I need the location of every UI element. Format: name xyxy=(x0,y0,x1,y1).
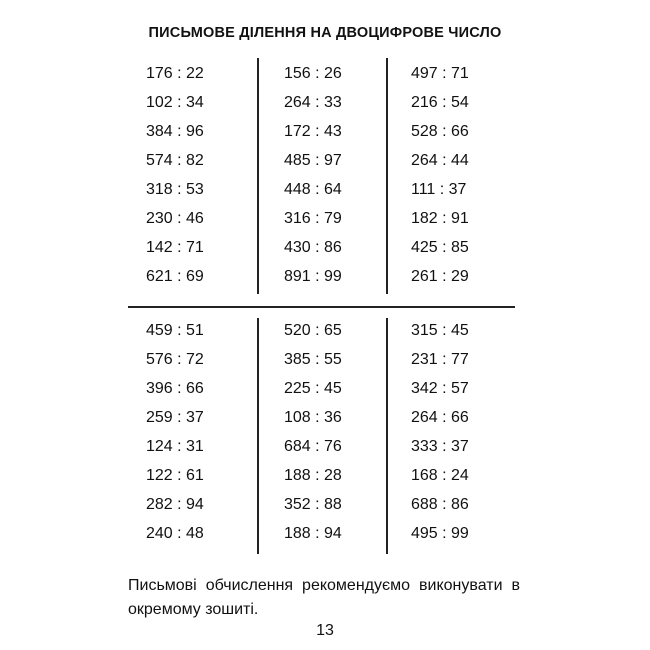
exercise-item: 459 : 51 xyxy=(146,322,204,339)
exercise-item: 225 : 45 xyxy=(284,380,342,397)
exercise-item: 495 : 99 xyxy=(411,525,469,542)
exercise-item: 240 : 48 xyxy=(146,525,204,542)
exercise-item: 384 : 96 xyxy=(146,123,204,140)
exercise-item: 264 : 66 xyxy=(411,409,469,426)
exercise-item: 520 : 65 xyxy=(284,322,342,339)
exercise-item: 264 : 33 xyxy=(284,94,342,111)
exercise-item: 315 : 45 xyxy=(411,322,469,339)
bottom-column-2 xyxy=(284,316,414,548)
exercise-item: 188 : 28 xyxy=(284,467,342,484)
exercise-item: 261 : 29 xyxy=(411,268,469,285)
exercise-item: 108 : 36 xyxy=(284,409,342,426)
divider-horizontal xyxy=(128,306,515,308)
exercise-item: 142 : 71 xyxy=(146,239,204,256)
top-column-3 xyxy=(411,59,541,291)
exercise-item: 316 : 79 xyxy=(284,210,342,227)
exercise-item: 333 : 37 xyxy=(411,438,469,455)
exercise-item: 342 : 57 xyxy=(411,380,469,397)
bottom-column-3 xyxy=(411,316,541,548)
exercise-item: 425 : 85 xyxy=(411,239,469,256)
exercise-item: 574 : 82 xyxy=(146,152,204,169)
exercise-item: 684 : 76 xyxy=(284,438,342,455)
exercise-item: 621 : 69 xyxy=(146,268,204,285)
exercise-item: 172 : 43 xyxy=(284,123,342,140)
exercise-item: 264 : 44 xyxy=(411,152,469,169)
exercise-item: 448 : 64 xyxy=(284,181,342,198)
exercise-item: 102 : 34 xyxy=(146,94,204,111)
exercise-item: 216 : 54 xyxy=(411,94,469,111)
exercise-item: 156 : 26 xyxy=(284,65,342,82)
exercise-item: 182 : 91 xyxy=(411,210,469,227)
exercise-item: 576 : 72 xyxy=(146,351,204,368)
exercise-item: 891 : 99 xyxy=(284,268,342,285)
exercise-item: 497 : 71 xyxy=(411,65,469,82)
exercise-item: 176 : 22 xyxy=(146,65,204,82)
exercise-item: 122 : 61 xyxy=(146,467,204,484)
exercise-item: 688 : 86 xyxy=(411,496,469,513)
bottom-column-1 xyxy=(146,316,276,548)
top-column-2 xyxy=(284,59,414,291)
instruction-note: Письмові обчислення рекомендуємо виконувати в окремому зошиті. xyxy=(128,577,520,618)
exercise-item: 485 : 97 xyxy=(284,152,342,169)
top-column-1 xyxy=(146,59,276,291)
exercise-item: 396 : 66 xyxy=(146,380,204,397)
exercise-item: 188 : 94 xyxy=(284,525,342,542)
page-title: ПИСЬМОВЕ ДІЛЕННЯ НА ДВОЦИФРОВЕ ЧИСЛО xyxy=(148,25,502,41)
exercise-item: 385 : 55 xyxy=(284,351,342,368)
exercise-item: 111 : 37 xyxy=(411,181,467,198)
page-number: 13 xyxy=(316,622,334,639)
exercise-item: 430 : 86 xyxy=(284,239,342,256)
exercise-item: 352 : 88 xyxy=(284,496,342,513)
exercise-item: 124 : 31 xyxy=(146,438,204,455)
exercise-item: 528 : 66 xyxy=(411,123,469,140)
exercise-item: 282 : 94 xyxy=(146,496,204,513)
exercise-item: 318 : 53 xyxy=(146,181,204,198)
exercise-item: 230 : 46 xyxy=(146,210,204,227)
exercise-item: 168 : 24 xyxy=(411,467,469,484)
exercise-item: 231 : 77 xyxy=(411,351,469,368)
exercise-item: 259 : 37 xyxy=(146,409,204,426)
